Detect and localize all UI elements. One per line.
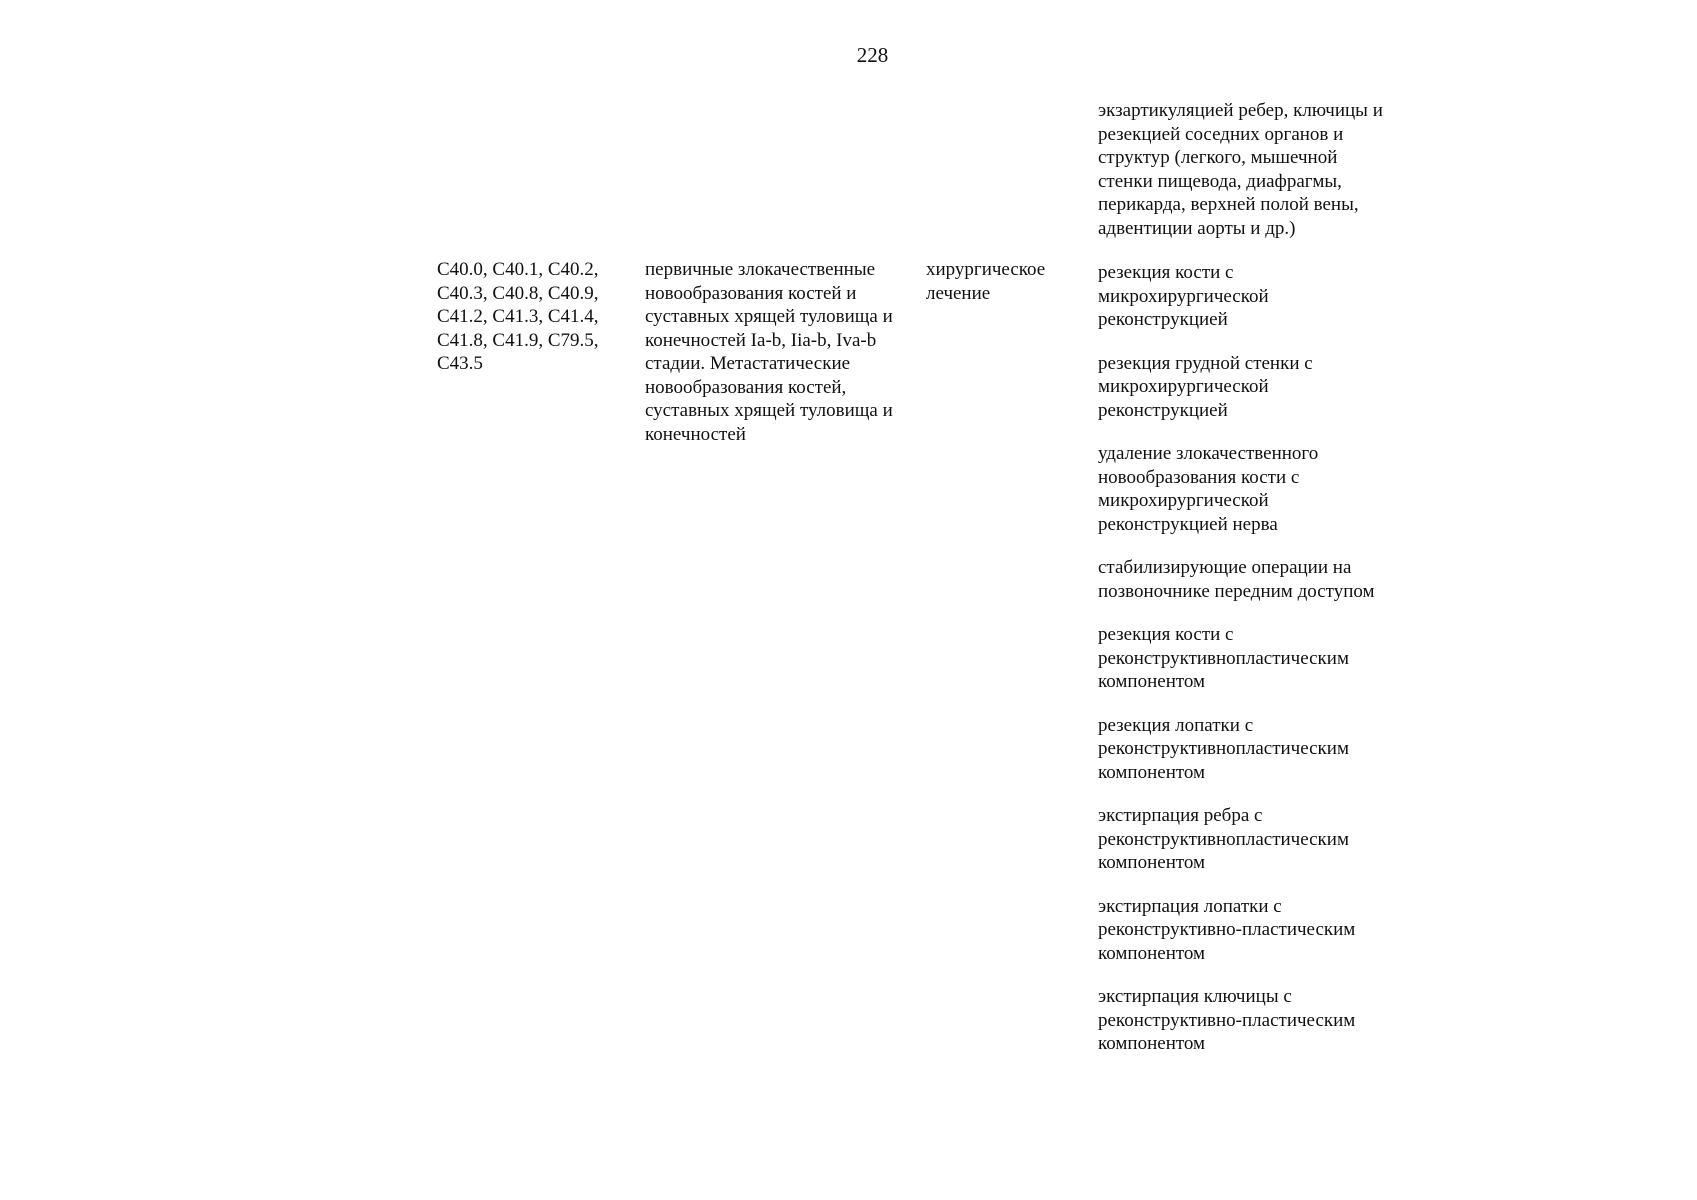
method-line: позвоночнике передним доступом [1098, 580, 1375, 602]
method-line: резекцией соседних органов и [1098, 123, 1344, 145]
method-line: резекция грудной стенки с [1098, 352, 1313, 374]
page-number: 228 [856, 43, 889, 67]
diagnosis-line: суставных хрящей туловища и [645, 400, 893, 421]
code-line: C43.5 [437, 353, 483, 374]
method-line: удаление злокачественного [1098, 443, 1319, 464]
method-line: экстирпация ребра с [1098, 805, 1263, 826]
method-line: микрохирургической [1098, 376, 1269, 397]
icd-codes-cell [437, 258, 632, 376]
method-line: компонентом [1098, 852, 1206, 873]
method-line: компонентом [1098, 1033, 1206, 1054]
method-line: резекция лопатки с [1098, 714, 1254, 736]
diagnosis-line: новообразования костей и [645, 282, 857, 304]
method-line: компонентом [1098, 942, 1206, 964]
method-continued-from-previous-page [1098, 99, 1428, 240]
method-line: перикарда, верхней полой вены, [1098, 194, 1359, 215]
treatment-line: хирургическое [926, 259, 1046, 280]
method-line: реконструкцией [1098, 399, 1228, 421]
method-item [1098, 804, 1428, 875]
method-line: экстирпация ключицы с [1098, 986, 1292, 1007]
diagnosis-line: конечностей [645, 423, 746, 445]
method-item [1098, 714, 1428, 785]
code-line: C40.0, C40.1, C40.2, [437, 259, 599, 280]
method-line: новообразования кости с [1098, 466, 1300, 488]
method-line: реконструктивнопластическим [1098, 738, 1349, 759]
method-item [1098, 895, 1428, 966]
method-line: реконструктивно-пластическим [1098, 919, 1356, 940]
diagnosis-line: стадии. Метастатические [645, 353, 851, 374]
method-line: резекция кости с [1098, 624, 1234, 645]
diagnosis-cell [645, 258, 925, 446]
methods-column [1098, 99, 1428, 1076]
method-item [1098, 442, 1428, 536]
method-line: реконструктивно-пластическим [1098, 1009, 1356, 1031]
treatment-line: лечение [926, 282, 991, 304]
method-item [1098, 261, 1428, 332]
treatment-type-cell [926, 258, 1096, 305]
method-line: микрохирургической [1098, 285, 1269, 307]
code-line: C40.3, C40.8, C40.9, [437, 282, 599, 304]
method-line: компонентом [1098, 671, 1206, 692]
method-line: стенки пищевода, диафрагмы, [1098, 170, 1342, 192]
diagnosis-line: первичные злокачественные [645, 259, 876, 280]
code-line: C41.8, C41.9, C79.5, [437, 329, 599, 351]
method-item [1098, 985, 1428, 1056]
method-line: реконструкцией [1098, 309, 1228, 330]
diagnosis-line: суставных хрящей туловища и [645, 306, 893, 327]
method-item [1098, 352, 1428, 423]
method-item [1098, 556, 1428, 603]
diagnosis-line: конечностей Ia-b, Iia-b, Iva-b [645, 329, 877, 351]
code-line: C41.2, C41.3, C41.4, [437, 306, 599, 327]
method-item [1098, 623, 1428, 694]
method-line: структур (легкого, мышечной [1098, 147, 1338, 168]
method-line: компонентом [1098, 761, 1206, 783]
method-line: реконструктивнопластическим [1098, 647, 1349, 669]
method-line: экстирпация лопатки с [1098, 895, 1282, 917]
method-line: резекция кости с [1098, 262, 1234, 283]
diagnosis-line: новообразования костей, [645, 376, 847, 398]
method-line: реконструкцией нерва [1098, 513, 1278, 535]
method-line: адвентиции аорты и др.) [1098, 217, 1296, 239]
method-line: экзартикуляцией ребер, ключицы и [1098, 100, 1383, 121]
method-line: стабилизирующие операции на [1098, 557, 1352, 578]
method-line: реконструктивнопластическим [1098, 828, 1349, 850]
method-line: микрохирургической [1098, 490, 1269, 511]
